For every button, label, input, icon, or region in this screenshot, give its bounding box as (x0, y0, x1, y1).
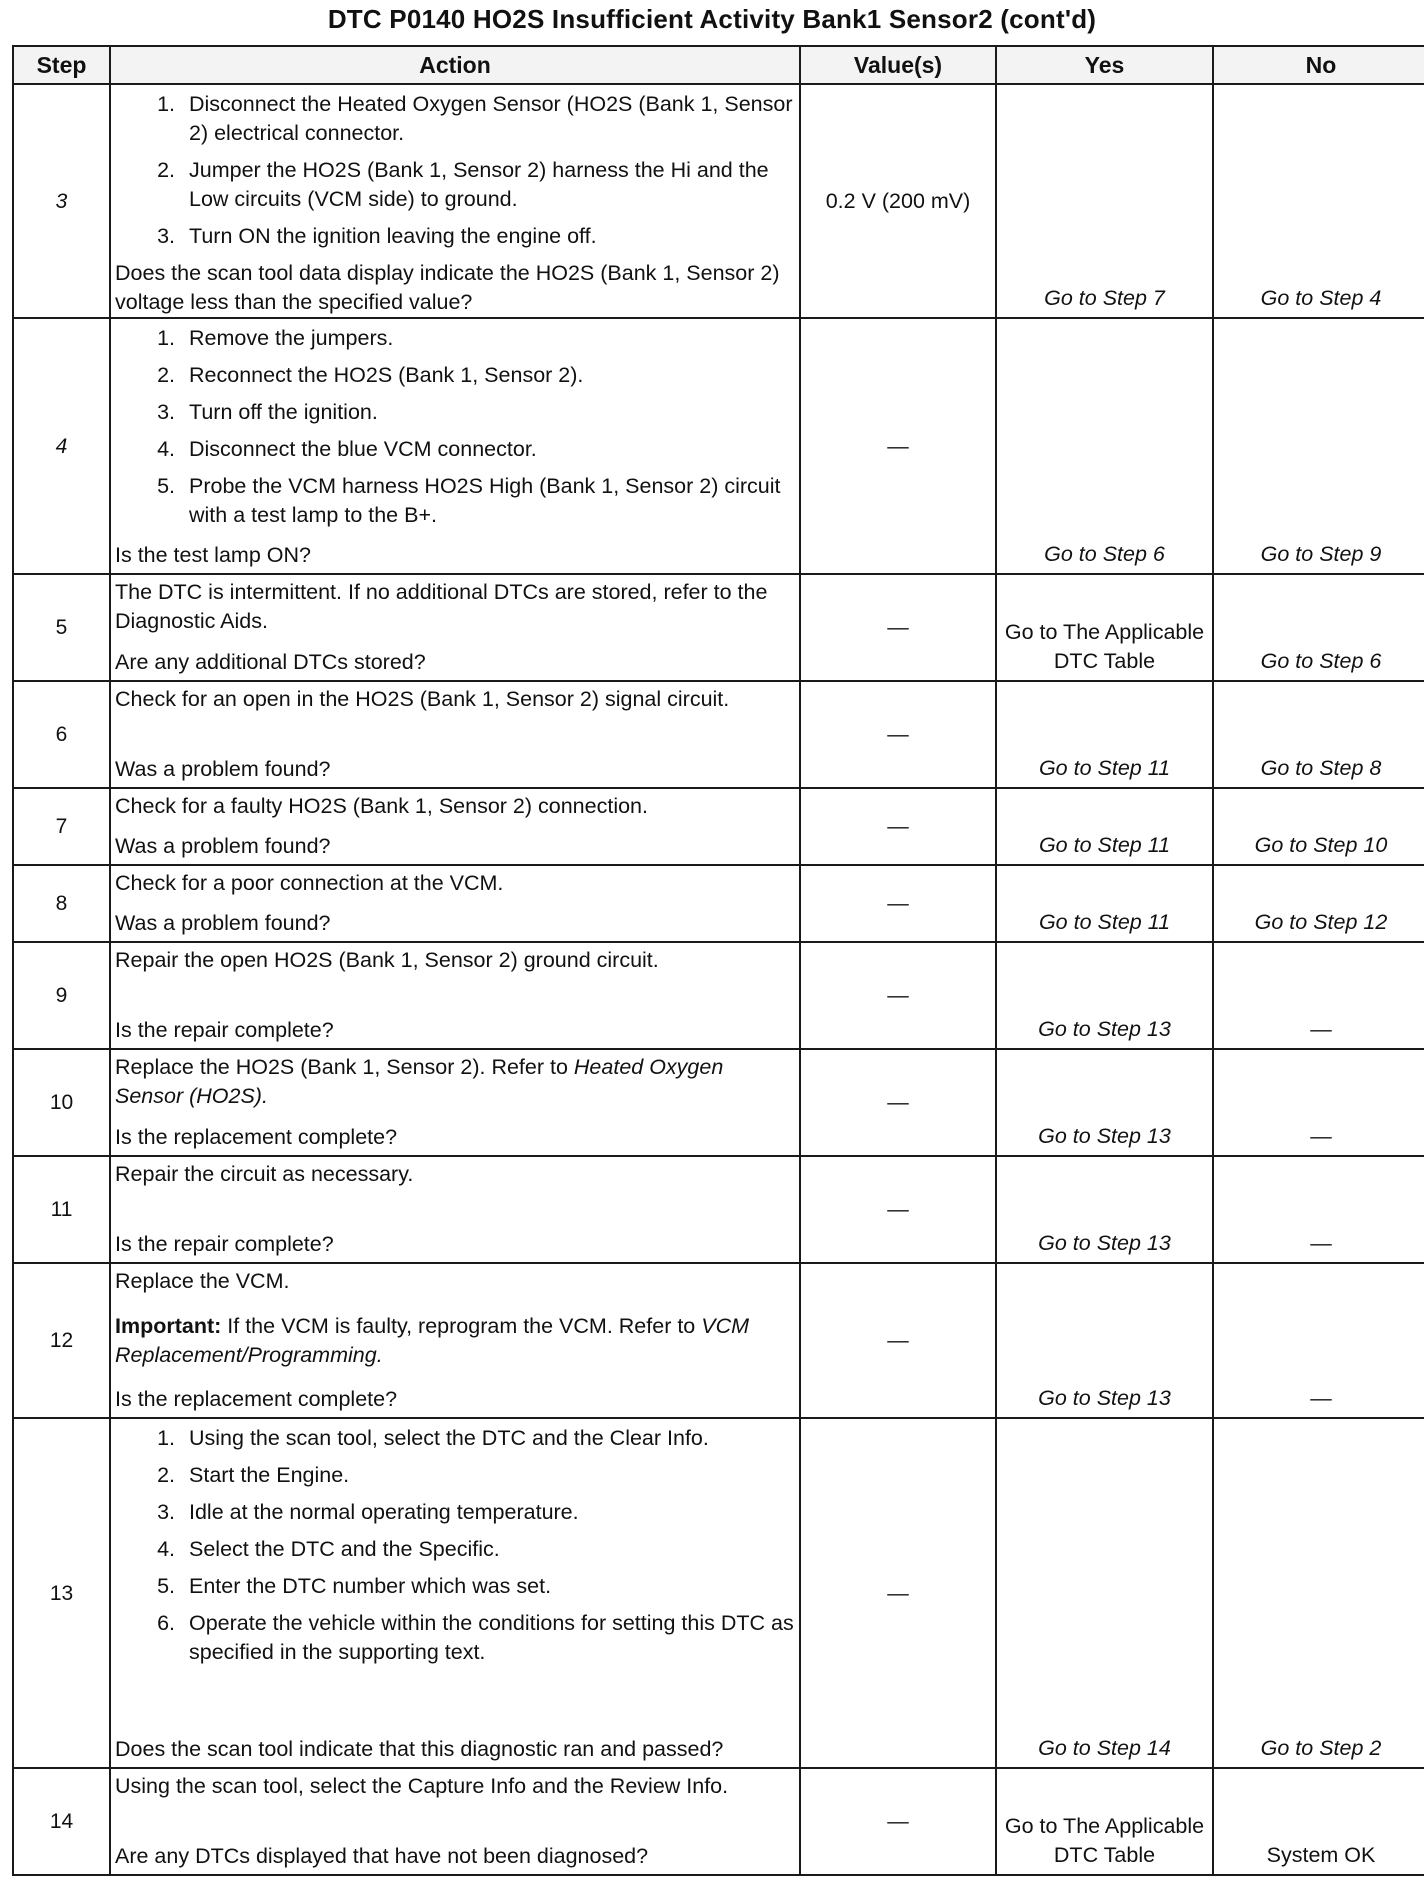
action-text-main: Replace the HO2S (Bank 1, Sensor 2). Refer to (115, 1055, 568, 1079)
action-text: Repair the circuit as necessary. (115, 1162, 414, 1186)
table-row (13, 1263, 1424, 1418)
no-cell: — (1213, 1156, 1424, 1263)
no-cell: — (1213, 1263, 1424, 1418)
action-question: Is the repair complete? (115, 1232, 334, 1256)
action-text: Check for an open in the HO2S (Bank 1, Sensor 2) signal circuit. (115, 687, 730, 711)
step-number: 9 (13, 942, 110, 1049)
step-number: 3 (13, 84, 110, 318)
list-item: 5. Probe the VCM harness HO2S High (Bank 1, Sensor 2) circuit with a test lamp to the B+. (181, 472, 795, 530)
yes-cell: Go to The Applicable DTC Table (996, 574, 1213, 681)
action-question: Is the replacement complete? (115, 1387, 398, 1411)
table-row (13, 1156, 1424, 1263)
value-cell: — (800, 942, 996, 1049)
yes-cell: Go to Step 7 (996, 84, 1213, 318)
yes-cell: Go to Step 14 (996, 1418, 1213, 1768)
value-cell: — (800, 865, 996, 942)
action-text: The DTC is intermittent. If no additional DTCs are stored, refer to the Diagnostic Aids. (115, 580, 768, 633)
header-values: Value(s) (800, 46, 996, 84)
no-cell: Go to Step 10 (1213, 788, 1424, 865)
list-item: 2. Start the Engine. (181, 1461, 795, 1490)
step-number: 10 (13, 1049, 110, 1156)
action-steps (115, 90, 795, 259)
no-cell: Go to Step 4 (1213, 84, 1424, 318)
action-cell (110, 84, 800, 318)
important-text: If the VCM is faulty, reprogram the VCM. Refer to (227, 1313, 696, 1338)
list-item: 3. Idle at the normal operating temperature. (181, 1498, 795, 1527)
action-question: Was a problem found? (115, 911, 331, 935)
no-cell: Go to Step 9 (1213, 318, 1424, 574)
header-step: Step (13, 46, 110, 84)
no-cell: Go to Step 6 (1213, 574, 1424, 681)
step-number: 12 (13, 1263, 110, 1418)
action-text (115, 1053, 795, 1111)
action-question: Is the replacement complete? (115, 1125, 398, 1149)
no-cell: System OK (1213, 1768, 1424, 1875)
table-row (13, 681, 1424, 788)
no-cell: Go to Step 8 (1213, 681, 1424, 788)
action-cell (110, 1263, 800, 1418)
action-question: Are any additional DTCs stored? (115, 650, 426, 674)
table-row (13, 574, 1424, 681)
value-cell: 0.2 V (200 mV) (800, 84, 996, 318)
value-cell: — (800, 1049, 996, 1156)
action-text: Check for a faulty HO2S (Bank 1, Sensor 2) connection. (115, 794, 648, 818)
no-cell: — (1213, 1049, 1424, 1156)
action-cell (110, 318, 800, 574)
list-item: 2. Jumper the HO2S (Bank 1, Sensor 2) harness the Hi and the Low circuits (VCM side) to ground. (181, 156, 795, 214)
reference-link[interactable]: Heated Oxygen Sensor (HO2S). (115, 1055, 724, 1108)
yes-cell: Go to Step 11 (996, 681, 1213, 788)
action-cell (110, 574, 800, 681)
yes-cell: Go to Step 11 (996, 788, 1213, 865)
action-text: Check for a poor connection at the VCM. (115, 871, 504, 895)
yes-cell: Go to Step 13 (996, 1049, 1213, 1156)
header-action: Action (110, 46, 800, 84)
step-number: 13 (13, 1418, 110, 1768)
action-text: Using the scan tool, select the Capture Info and the Review Info. (115, 1774, 729, 1798)
step-number: 6 (13, 681, 110, 788)
value-cell: — (800, 1263, 996, 1418)
yes-cell: Go to The Applicable DTC Table (996, 1768, 1213, 1875)
no-cell: Go to Step 12 (1213, 865, 1424, 942)
diagnostic-table (12, 45, 1424, 1876)
step-number: 7 (13, 788, 110, 865)
no-cell: — (1213, 942, 1424, 1049)
action-cell (110, 1156, 800, 1263)
list-item: 5. Enter the DTC number which was set. (181, 1572, 795, 1601)
important-label: Important: (115, 1313, 222, 1338)
header-yes: Yes (996, 46, 1213, 84)
important-note (115, 1312, 795, 1370)
action-question: Does the scan tool indicate that this diagnostic ran and passed? (115, 1737, 724, 1761)
step-number: 4 (13, 318, 110, 574)
action-question: Is the test lamp ON? (115, 543, 311, 567)
list-item: 1. Remove the jumpers. (181, 324, 795, 353)
step-number: 14 (13, 1768, 110, 1875)
table-row (13, 84, 1424, 318)
action-text: Replace the VCM. (115, 1269, 290, 1293)
action-question: Are any DTCs displayed that have not been diagnosed? (115, 1844, 649, 1868)
table-row (13, 865, 1424, 942)
no-cell: Go to Step 2 (1213, 1418, 1424, 1768)
action-steps (115, 1424, 795, 1675)
list-item: 4. Disconnect the blue VCM connector. (181, 435, 795, 464)
action-question: Was a problem found? (115, 757, 331, 781)
header-no: No (1213, 46, 1424, 84)
table-row (13, 1049, 1424, 1156)
reference-link[interactable]: VCM Replacement/Programming. (115, 1313, 750, 1367)
action-cell (110, 788, 800, 865)
action-text: Repair the open HO2S (Bank 1, Sensor 2) ground circuit. (115, 948, 659, 972)
list-item: 4. Select the DTC and the Specific. (181, 1535, 795, 1564)
page-title: DTC P0140 HO2S Insufficient Activity Bank1 Sensor2 (cont'd) (327, 4, 1097, 34)
step-number: 8 (13, 865, 110, 942)
list-item: 2. Reconnect the HO2S (Bank 1, Sensor 2). (181, 361, 795, 390)
value-cell: — (800, 1768, 996, 1875)
yes-cell: Go to Step 13 (996, 1263, 1213, 1418)
list-item: 6. Operate the vehicle within the conditions for setting this DTC as specified in the supporting text. (181, 1609, 795, 1667)
value-cell: — (800, 318, 996, 574)
list-item: 1. Using the scan tool, select the DTC and the Clear Info. (181, 1424, 795, 1453)
step-number: 11 (13, 1156, 110, 1263)
list-item: 1. Disconnect the Heated Oxygen Sensor (HO2S (Bank 1, Sensor 2) electrical connector. (181, 90, 795, 148)
yes-cell: Go to Step 13 (996, 942, 1213, 1049)
value-cell: — (800, 1418, 996, 1768)
table-row (13, 318, 1424, 574)
table-row (13, 1418, 1424, 1768)
yes-cell: Go to Step 13 (996, 1156, 1213, 1263)
action-cell (110, 865, 800, 942)
list-item: 3. Turn ON the ignition leaving the engine off. (181, 222, 795, 251)
table-row (13, 788, 1424, 865)
action-question: Is the repair complete? (115, 1018, 334, 1042)
value-cell: — (800, 1156, 996, 1263)
action-cell (110, 1768, 800, 1875)
value-cell: — (800, 788, 996, 865)
action-question: Does the scan tool data display indicate the HO2S (Bank 1, Sensor 2) voltage less than the specified value? (115, 261, 780, 314)
action-cell (110, 942, 800, 1049)
action-cell (110, 1418, 800, 1768)
table-row (13, 1768, 1424, 1875)
action-question: Was a problem found? (115, 834, 331, 858)
table-row (13, 942, 1424, 1049)
value-cell: — (800, 574, 996, 681)
step-number: 5 (13, 574, 110, 681)
action-cell (110, 681, 800, 788)
value-cell: — (800, 681, 996, 788)
yes-cell: Go to Step 6 (996, 318, 1213, 574)
action-cell (110, 1049, 800, 1156)
action-steps (115, 324, 795, 538)
table-header-row (13, 46, 1424, 84)
list-item: 3. Turn off the ignition. (181, 398, 795, 427)
yes-cell: Go to Step 11 (996, 865, 1213, 942)
